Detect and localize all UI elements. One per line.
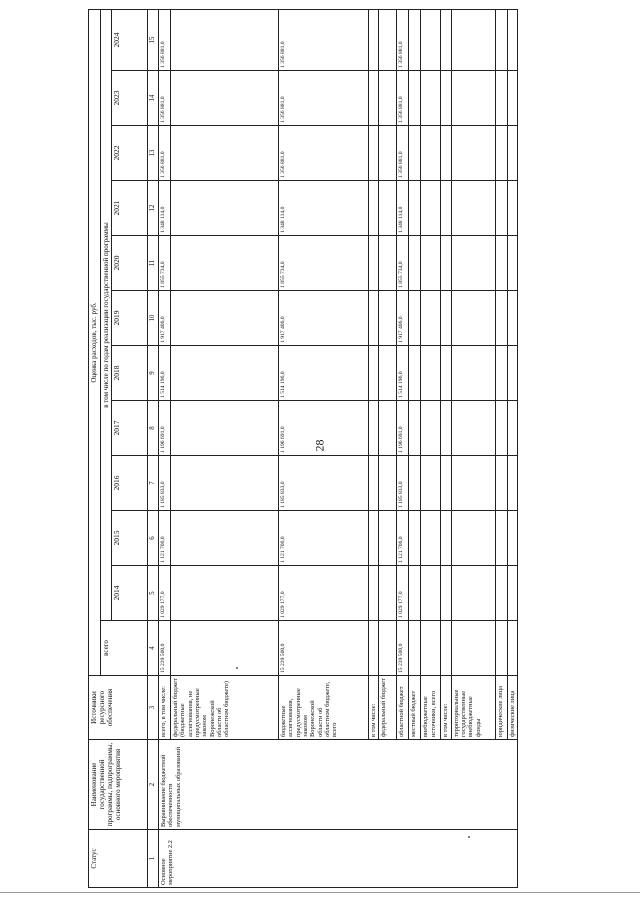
value-cell (170, 71, 278, 126)
value-cell (368, 511, 378, 566)
value-cell (441, 511, 451, 566)
value-cell (409, 566, 421, 621)
value-cell (379, 71, 397, 126)
value-cell (170, 126, 278, 181)
value-cell (170, 291, 278, 346)
value-cell (451, 456, 495, 511)
total-cell: 15 239 500,0 (158, 621, 170, 676)
value-cell: 1 356 881,0 (278, 9, 368, 70)
value-cell: 1 185 833,0 (397, 456, 409, 511)
source-cell: юридические лица (495, 676, 507, 740)
value-cell (409, 291, 421, 346)
value-cell (451, 346, 495, 401)
value-cell (451, 291, 495, 346)
column-number: 9 (148, 346, 159, 401)
value-cell (368, 9, 378, 70)
page-number: 28 (312, 439, 327, 452)
value-cell: 1 348 114,0 (397, 181, 409, 236)
value-cell (507, 511, 517, 566)
value-cell (409, 401, 421, 456)
value-cell (441, 9, 451, 70)
value-cell: 1 348 114,0 (278, 181, 368, 236)
scan-speck (236, 667, 238, 669)
value-cell: 1 029 177,0 (278, 566, 368, 621)
value-cell (507, 456, 517, 511)
value-cell (495, 236, 507, 291)
total-cell: 15 239 500,0 (278, 621, 368, 676)
value-cell (409, 126, 421, 181)
column-number: 5 (148, 566, 159, 621)
header-status: Статус (89, 830, 148, 888)
value-cell: 1 185 833,0 (158, 456, 170, 511)
scan-speck (468, 836, 470, 838)
value-cell: 1 356 881,0 (278, 126, 368, 181)
value-cell (170, 9, 278, 70)
value-cell: 1 356 881,0 (397, 71, 409, 126)
value-cell (451, 511, 495, 566)
value-cell (441, 126, 451, 181)
value-cell (368, 236, 378, 291)
value-cell (441, 401, 451, 456)
source-cell: физические лица (507, 676, 517, 740)
value-cell (379, 236, 397, 291)
value-cell (409, 511, 421, 566)
header-year: 2020 (112, 236, 148, 291)
status-cell: Основное мероприятие 2.2 (158, 830, 517, 888)
value-cell (409, 236, 421, 291)
value-cell (379, 401, 397, 456)
rotated-table-container (88, 10, 516, 888)
value-cell (495, 181, 507, 236)
value-cell: 1 917 406,0 (397, 291, 409, 346)
value-cell (441, 346, 451, 401)
header-cost-estimate: Оценка расходов, тыс. руб. (89, 9, 101, 675)
value-cell (421, 9, 441, 70)
value-cell: 1 029 177,0 (397, 566, 409, 621)
value-cell (495, 456, 507, 511)
value-cell (409, 71, 421, 126)
value-cell (409, 181, 421, 236)
value-cell (495, 71, 507, 126)
value-cell: 1 196 691,0 (158, 401, 170, 456)
total-cell (495, 621, 507, 676)
value-cell (441, 566, 451, 621)
value-cell (495, 346, 507, 401)
total-cell (441, 621, 451, 676)
header-total: всего (101, 621, 148, 676)
column-number: 1 (148, 830, 159, 888)
value-cell: 1 356 881,0 (158, 9, 170, 70)
value-cell (495, 126, 507, 181)
value-cell (495, 9, 507, 70)
value-cell: 1 121 706,0 (397, 511, 409, 566)
value-cell (441, 71, 451, 126)
total-cell (421, 621, 441, 676)
value-cell: 1 121 706,0 (278, 511, 368, 566)
source-cell: федеральный бюджет (379, 676, 397, 740)
value-cell (451, 236, 495, 291)
value-cell (421, 456, 441, 511)
header-sources: Источники ресурсного обеспечения (89, 676, 148, 740)
total-cell (507, 621, 517, 676)
value-cell: 1 356 881,0 (158, 71, 170, 126)
header-by-year: в том числе по годам реализации государственной программы (101, 9, 112, 620)
value-cell: 1 121 706,0 (158, 511, 170, 566)
value-cell: 1 514 196,0 (397, 346, 409, 401)
value-cell: 1 348 114,0 (158, 181, 170, 236)
header-year: 2022 (112, 126, 148, 181)
total-cell (451, 621, 495, 676)
value-cell (409, 346, 421, 401)
header-year: 2023 (112, 71, 148, 126)
value-cell: 1 356 881,0 (397, 9, 409, 70)
value-cell (379, 126, 397, 181)
header-year: 2021 (112, 181, 148, 236)
source-cell: бюджетные ассигнования, предусмотренные законом Воронежской области об областном бюджете, всего (278, 676, 368, 740)
header-year: 2024 (112, 9, 148, 70)
value-cell (507, 126, 517, 181)
value-cell (409, 456, 421, 511)
value-cell (441, 181, 451, 236)
column-number: 6 (148, 511, 159, 566)
value-cell (368, 181, 378, 236)
header-year: 2015 (112, 511, 148, 566)
source-cell: территориальные государственные внебюджетные фонды (451, 676, 495, 740)
source-cell: в том числе: (368, 676, 378, 740)
value-cell (409, 9, 421, 70)
header-year: 2018 (112, 346, 148, 401)
column-number: 10 (148, 291, 159, 346)
value-cell (170, 511, 278, 566)
value-cell (451, 181, 495, 236)
value-cell (368, 456, 378, 511)
value-cell (170, 566, 278, 621)
column-number: 4 (148, 621, 159, 676)
value-cell (379, 346, 397, 401)
header-year: 2016 (112, 456, 148, 511)
value-cell (421, 291, 441, 346)
total-cell (368, 621, 378, 676)
value-cell (451, 126, 495, 181)
column-number: 2 (148, 740, 159, 830)
table-row (158, 9, 170, 887)
source-cell: внебюджетные источники, всего (421, 676, 441, 740)
value-cell (379, 511, 397, 566)
value-cell (507, 236, 517, 291)
value-cell (379, 291, 397, 346)
value-cell (507, 181, 517, 236)
value-cell (495, 511, 507, 566)
value-cell (495, 401, 507, 456)
value-cell (379, 9, 397, 70)
value-cell: 1 917 406,0 (278, 291, 368, 346)
source-cell: местный бюджет (409, 676, 421, 740)
source-cell: в том числе: (441, 676, 451, 740)
value-cell (421, 511, 441, 566)
column-number: 15 (148, 9, 159, 70)
value-cell (368, 71, 378, 126)
column-number: 13 (148, 126, 159, 181)
column-number: 3 (148, 676, 159, 740)
column-number: 14 (148, 71, 159, 126)
total-cell (379, 621, 397, 676)
value-cell (170, 181, 278, 236)
value-cell: 1 185 833,0 (278, 456, 368, 511)
total-cell (170, 621, 278, 676)
header-year: 2017 (112, 401, 148, 456)
value-cell: 1 514 196,0 (158, 346, 170, 401)
total-cell (409, 621, 421, 676)
value-cell: 1 356 881,0 (278, 71, 368, 126)
value-cell (507, 71, 517, 126)
value-cell (170, 456, 278, 511)
value-cell (421, 126, 441, 181)
value-cell (368, 401, 378, 456)
value-cell (495, 566, 507, 621)
value-cell (421, 566, 441, 621)
value-cell (441, 236, 451, 291)
header-name: Наименование государственной программы, подпрограммы, основного мероприятия (89, 740, 148, 830)
column-number: 11 (148, 236, 159, 291)
value-cell: 1 855 734,0 (278, 236, 368, 291)
value-cell (507, 346, 517, 401)
value-cell (451, 71, 495, 126)
value-cell (451, 401, 495, 456)
source-cell: областной бюджет (397, 676, 409, 740)
value-cell (421, 346, 441, 401)
header-year: 2019 (112, 291, 148, 346)
value-cell (368, 346, 378, 401)
column-number: 12 (148, 181, 159, 236)
resource-table (88, 9, 518, 888)
source-cell: всего, в том числе: (158, 676, 170, 740)
value-cell: 1 514 196,0 (278, 346, 368, 401)
value-cell (421, 71, 441, 126)
value-cell: 1 855 734,0 (158, 236, 170, 291)
value-cell (421, 401, 441, 456)
value-cell (368, 566, 378, 621)
value-cell (368, 126, 378, 181)
value-cell (507, 9, 517, 70)
value-cell (421, 181, 441, 236)
page-bottom-rule (0, 892, 640, 893)
value-cell (451, 566, 495, 621)
value-cell (507, 291, 517, 346)
column-number: 8 (148, 401, 159, 456)
value-cell (495, 291, 507, 346)
value-cell (379, 456, 397, 511)
value-cell (441, 291, 451, 346)
value-cell (451, 9, 495, 70)
table-body (158, 9, 517, 887)
value-cell (379, 566, 397, 621)
value-cell (421, 236, 441, 291)
value-cell (170, 401, 278, 456)
value-cell: 1 196 691,0 (278, 401, 368, 456)
value-cell (379, 181, 397, 236)
value-cell: 1 855 734,0 (397, 236, 409, 291)
value-cell: 1 356 881,0 (158, 126, 170, 181)
value-cell (368, 291, 378, 346)
column-number: 7 (148, 456, 159, 511)
value-cell (170, 346, 278, 401)
total-cell: 15 239 500,0 (397, 621, 409, 676)
value-cell (507, 566, 517, 621)
header-year: 2014 (112, 566, 148, 621)
value-cell: 1 917 406,0 (158, 291, 170, 346)
measure-name-cell: Выравнивание бюджетной обеспеченности муниципальных образований (158, 740, 517, 830)
table-area (88, 10, 516, 888)
value-cell: 1 356 881,0 (397, 126, 409, 181)
value-cell: 1 029 177,0 (158, 566, 170, 621)
source-cell: федеральный бюджет (бюджетные ассигнования, не предусмотренные законом Воронежской области об областном бюджете) (170, 676, 278, 740)
value-cell: 1 196 691,0 (397, 401, 409, 456)
value-cell (507, 401, 517, 456)
value-cell (441, 456, 451, 511)
value-cell (170, 236, 278, 291)
